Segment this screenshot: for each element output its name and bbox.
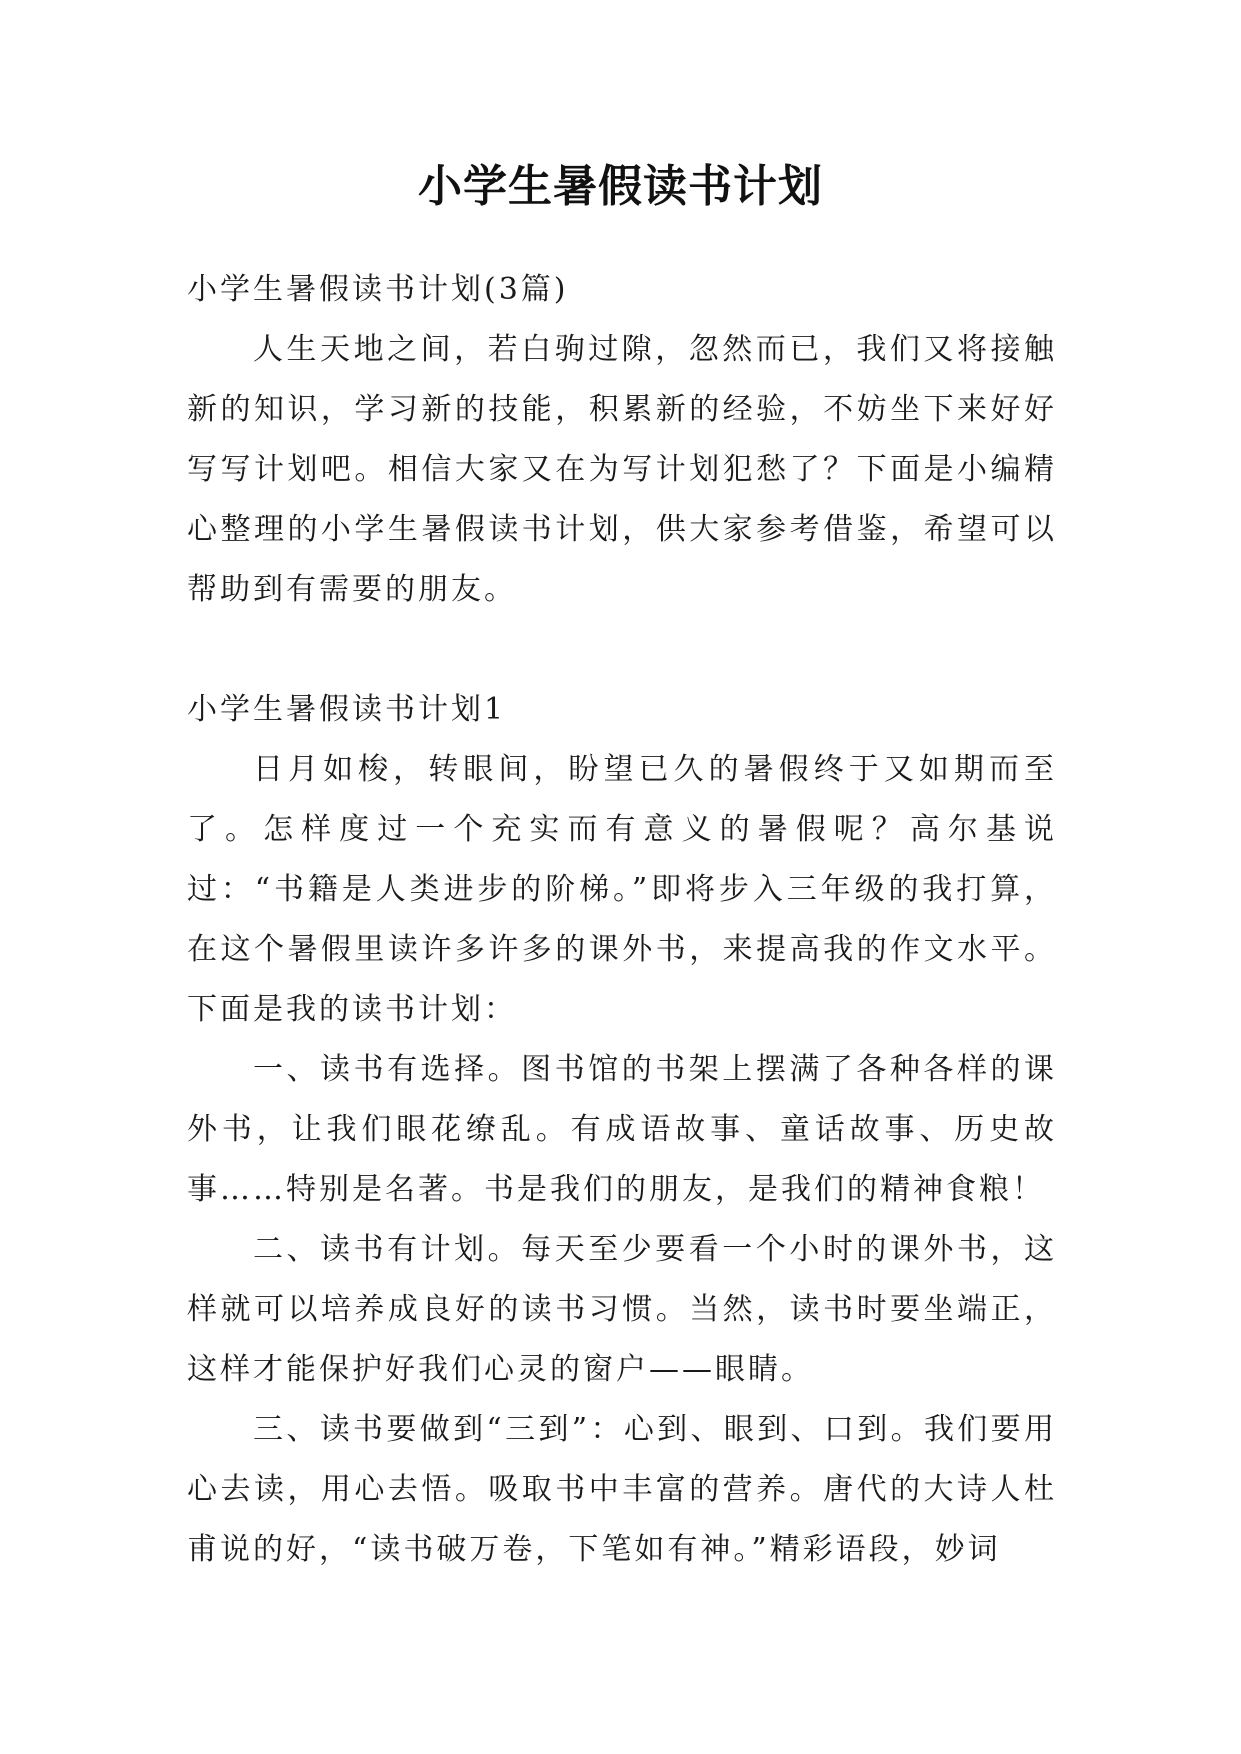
document-subtitle: 小学生暑假读书计划(3篇) (187, 272, 569, 307)
body-paragraph: 二、读书有计划。每天至少要看一个小时的课外书，这样就可以培养成良好的读书习惯。当然，读书时要坐端正，这样才能保护好我们心灵的窗户——眼睛。 (187, 1232, 1057, 1387)
document-body (187, 260, 1057, 1580)
body-paragraph: 一、读书有选择。图书馆的书架上摆满了各种各样的课外书，让我们眼花缭乱。有成语故事、童话故事、历史故事……特别是名著。书是我们的朋友，是我们的精神食粮！ (187, 1052, 1057, 1207)
document-title: 小学生暑假读书计划 (418, 161, 823, 212)
section-heading: 小学生暑假读书计划1 (187, 692, 507, 727)
section-spacer (187, 620, 1057, 680)
body-paragraph: 三、读书要做到“三到”：心到、眼到、口到。我们要用心去读，用心去悟。吸取书中丰富的营养。唐代的大诗人杜甫说的好，“读书破万卷，下笔如有神。”精彩语段，妙词 (187, 1412, 1057, 1567)
body-paragraph: 日月如梭，转眼间，盼望已久的暑假终于又如期而至了。怎样度过一个充实而有意义的暑假呢？高尔基说过：“书籍是人类进步的阶梯。”即将步入三年级的我打算，在这个暑假里读许多许多的课外书，来提高我的作文水平。下面是我的读书计划： (187, 752, 1057, 1027)
intro-paragraph: 人生天地之间，若白驹过隙，忽然而已，我们又将接触新的知识，学习新的技能，积累新的经验，不妨坐下来好好写写计划吧。相信大家又在为写计划犯愁了？下面是小编精心整理的小学生暑假读书计划，供大家参考借鉴，希望可以帮助到有需要的朋友。 (187, 332, 1057, 607)
